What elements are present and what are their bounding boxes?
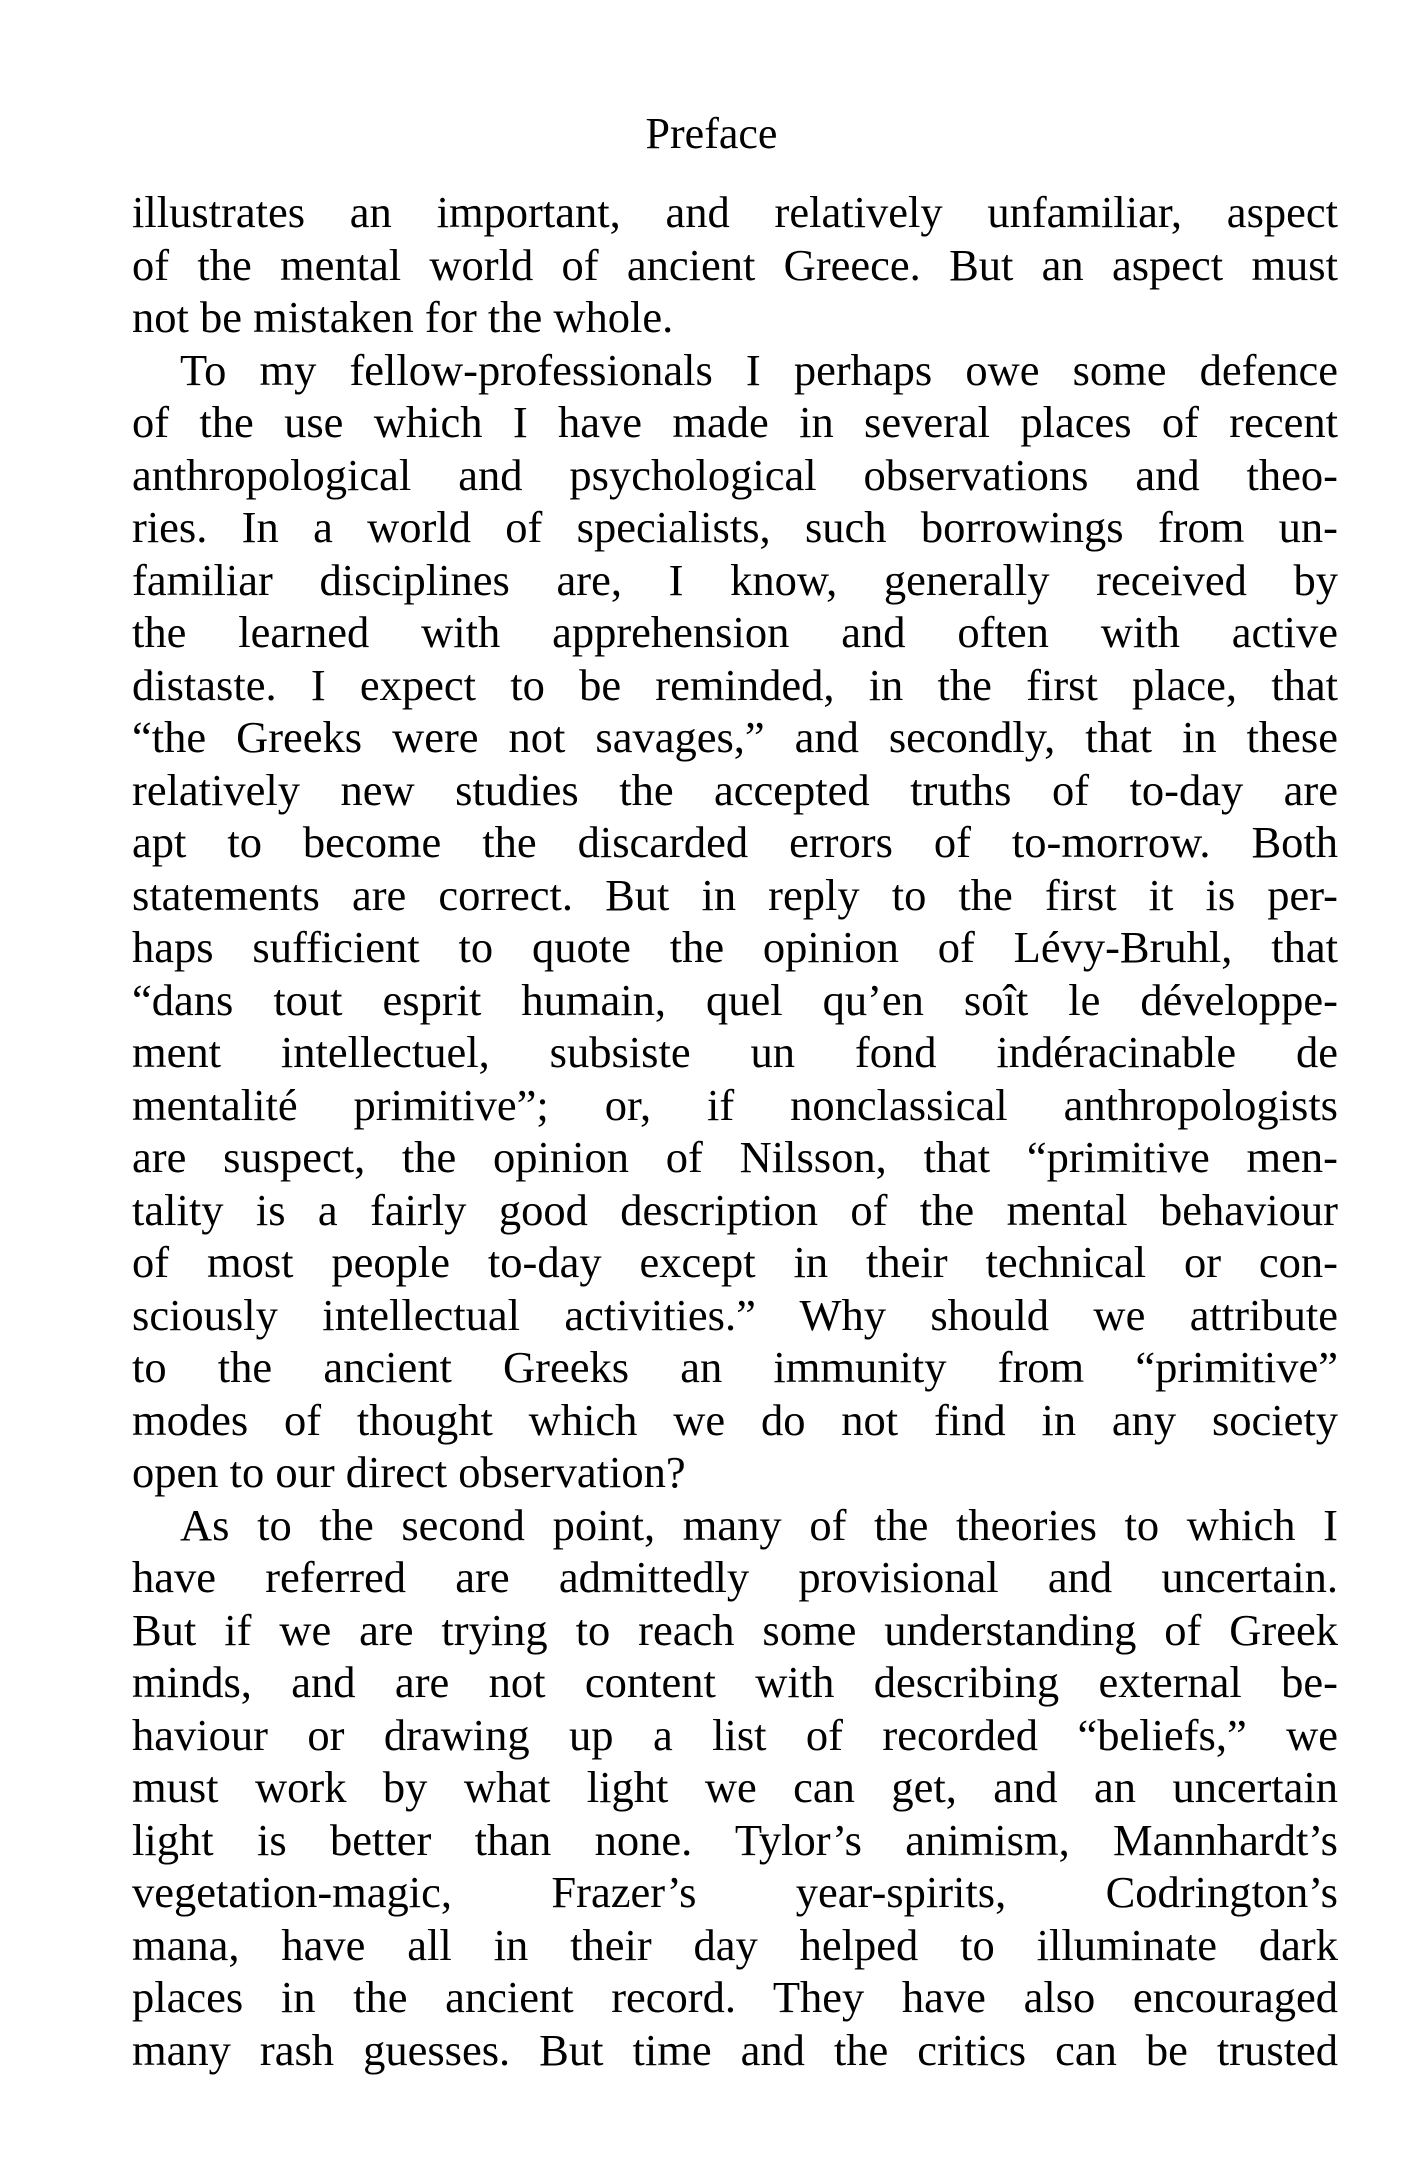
text-line: of the mental world of ancient Greece. But an aspect must bbox=[132, 239, 1338, 290]
text-line: not be mistaken for the whole. bbox=[132, 292, 674, 342]
text-line: tality is a fairly good description of the mental behaviour bbox=[132, 1184, 1338, 1235]
text-line: light is better than none. Tylor’s animism, Mannhardt’s bbox=[132, 1814, 1338, 1865]
text-line: mana, have all in their day helped to illuminate dark bbox=[132, 1919, 1338, 1970]
text-line: sciously intellectual activities.” Why should we attribute bbox=[132, 1289, 1338, 1340]
text-line: distaste. I expect to be reminded, in the first place, that bbox=[132, 659, 1338, 710]
text-line: relatively new studies the accepted truths of to-day are bbox=[132, 764, 1338, 815]
text-line: But if we are trying to reach some understanding of Greek bbox=[132, 1604, 1338, 1655]
text-line: mentalité primitive”; or, if nonclassical anthropologists bbox=[132, 1079, 1338, 1130]
text-line: haviour or drawing up a list of recorded “beliefs,” we bbox=[132, 1709, 1338, 1760]
body-text bbox=[132, 186, 1338, 2076]
text-line: anthropological and psychological observations and theo- bbox=[132, 449, 1338, 500]
text-line: ries. In a world of specialists, such borrowings from un- bbox=[132, 502, 1338, 552]
text-line: statements are correct. But in reply to the first it is per- bbox=[132, 869, 1338, 920]
text-line: the learned with apprehension and often with active bbox=[132, 607, 1338, 657]
text-line: As to the second point, many of the theories to which I bbox=[180, 1499, 1338, 1550]
text-line: of the use which I have made in several places of recent bbox=[132, 397, 1338, 447]
text-line: apt to become the discarded errors of to-morrow. Both bbox=[132, 817, 1338, 867]
text-line: have referred are admittedly provisional and uncertain. bbox=[132, 1552, 1338, 1602]
text-line: “the Greeks were not savages,” and secondly, that in these bbox=[132, 712, 1338, 762]
text-line: to the ancient Greeks an immunity from “primitive” bbox=[132, 1342, 1338, 1392]
text-line: places in the ancient record. They have also encouraged bbox=[132, 1972, 1338, 2022]
text-line: familiar disciplines are, I know, generally received by bbox=[132, 554, 1338, 605]
text-line: of most people to-day except in their technical or con- bbox=[132, 1237, 1338, 1287]
text-line: are suspect, the opinion of Nilsson, that “primitive men- bbox=[132, 1132, 1338, 1182]
text-line: ment intellectuel, subsiste un fond indéracinable de bbox=[132, 1027, 1338, 1077]
running-head: Preface bbox=[645, 109, 778, 158]
text-line: “dans tout esprit humain, quel qu’en soît le développe- bbox=[132, 974, 1338, 1025]
text-line: must work by what light we can get, and an uncertain bbox=[132, 1762, 1338, 1812]
text-line: modes of thought which we do not find in any society bbox=[132, 1394, 1338, 1445]
text-line: many rash guesses. But time and the critics can be trusted bbox=[132, 2024, 1338, 2075]
text-line: illustrates an important, and relatively unfamiliar, aspect bbox=[132, 187, 1338, 237]
text-line: vegetation-magic, Frazer’s year-spirits, Codrington’s bbox=[132, 1867, 1338, 1917]
text-line: open to our direct observation? bbox=[132, 1447, 686, 1497]
text-line: haps sufficient to quote the opinion of Lévy-Bruhl, that bbox=[132, 922, 1338, 972]
text-line: To my fellow-professionals I perhaps owe some defence bbox=[180, 344, 1338, 395]
text-line: minds, and are not content with describing external be- bbox=[132, 1657, 1338, 1707]
